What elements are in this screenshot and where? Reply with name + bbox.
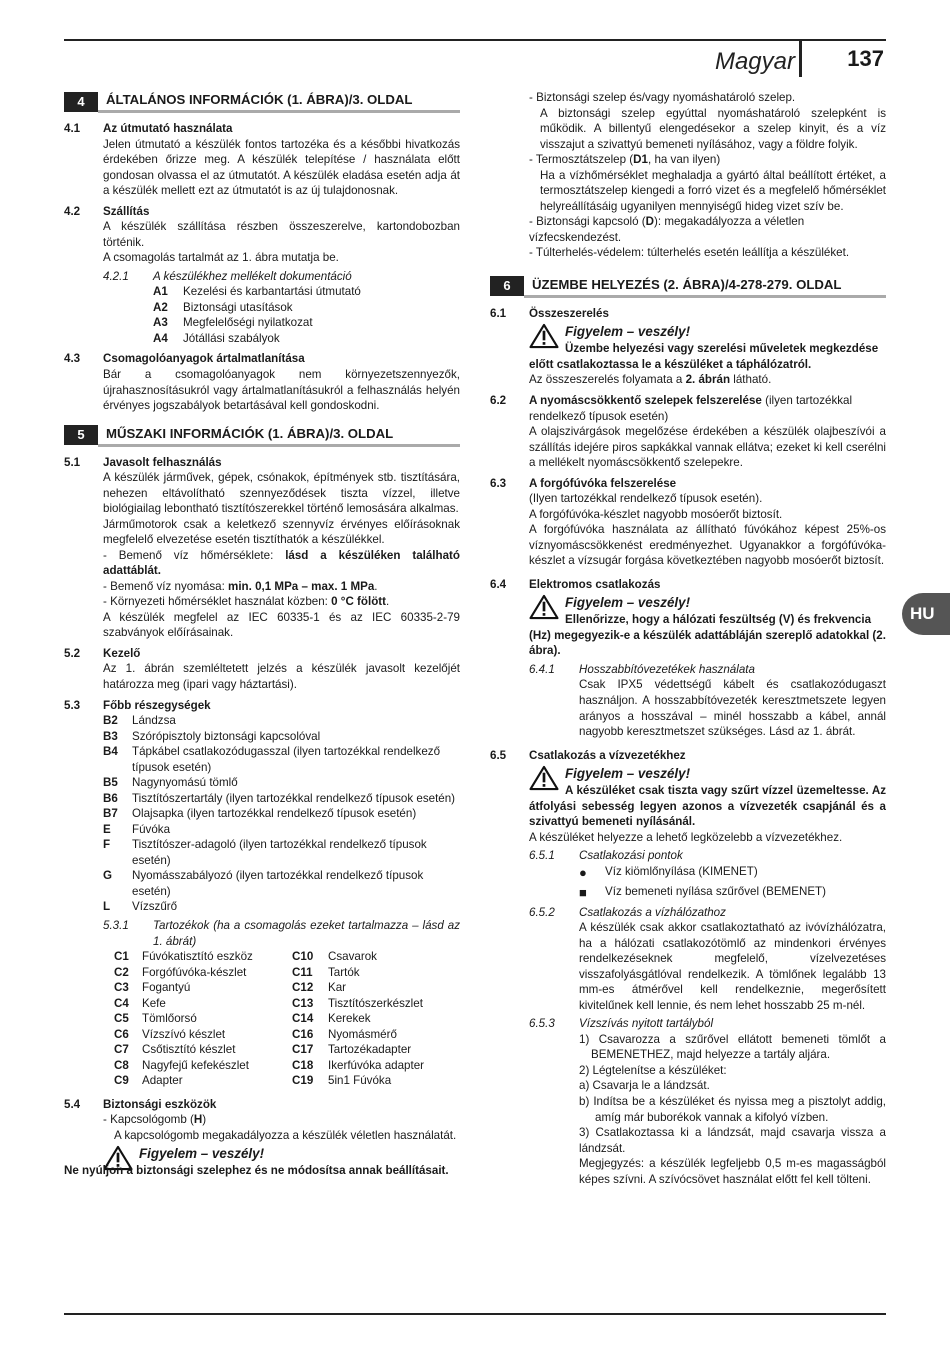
paragraph: A készüléket helyezze a lehető legközelebb a vízvezetékhez. [529, 830, 843, 844]
paragraph: A készülék járművek, gépek, csónakok, építmények stb. tisztítására, nehezen eltávolítható szennyeződések tiszta vízzel, illetve biológiailag lebontható tisztítószerekkel történő lemosására alkalmas. [103, 471, 460, 516]
list-item: B5 Nagynyomású tömlő [103, 776, 238, 790]
warning-icon [529, 323, 559, 349]
list-item: F Tisztítószer-adagoló (ilyen tartozékkal rendelkező típusok esetén) [103, 838, 427, 867]
right-column [490, 90, 886, 1187]
square-bullet-icon: ■ [579, 885, 587, 901]
list-item: B4 Tápkábel csatlakozódugasszal (ilyen tartozékkal rendelkező típusok esetén) [103, 745, 441, 774]
section-title: MŰSZAKI INFORMÁCIÓK (1. ÁBRA)/3. OLDAL [98, 424, 460, 447]
subsection-heading: 5.1 Javasolt felhasználás [64, 455, 222, 469]
subsection-heading: 6.5 Csatlakozás a vízvezetékhez [490, 748, 686, 762]
warning-text: Ne nyúljon a biztonsági szelephez és ne módosítsa annak beállításait. [64, 1164, 449, 1178]
warning-box [529, 594, 886, 659]
list-item: B3 Szórópisztoly biztonsági kapcsolóval [103, 729, 321, 743]
warning-text: Ellenőrizze, hogy a hálózati feszültség (V) és frekvencia (Hz) megegyezik-e a készülék adattábláján szereplő adatokkal (2. ábra). [529, 613, 886, 658]
sub-subsection-heading: 5.3.1 Tartozékok (ha a csomagolás ezeket tartalmazza – lásd az 1. ábrát) [103, 918, 460, 948]
safety-item: - Kapcsológomb (H) [103, 1113, 207, 1127]
warning-title: Figyelem – veszély! [565, 595, 691, 611]
paragraph: Jelen útmutató a készülék fontos tartozéka és a későbbi hivatkozás érdekében őrizze meg. A készülék telepítése / használata előtt gondosan olvassa el az útmutatót. A készülék eladása esetén adja át a készülék mellett ezt az útmutatót is az új tulajdonosnak. [103, 137, 460, 198]
section-number: 4 [64, 92, 98, 112]
section-number: 6 [490, 276, 524, 296]
list-item: a) Csavarja le a lándzsát. [579, 1079, 710, 1093]
sub-subsection-heading: 6.5.3 Vízszívás nyitott tartályból [529, 1017, 714, 1031]
page-number: 137 [847, 46, 884, 71]
list-item: A3 Megfelelőségi nyilatkozat [153, 316, 313, 330]
paragraph: A készülék csak akkor csatlakoztatható az ivóvízhálózatra, ha a hálózati csatlakozótömlő az mindenkori érvényes rendelkezéseknek megfelelő, vízelvezetéses visszafolyásgátlóval rendelkezik. A tömlőnek legalább 13 mm-es átmérővel kell rendelkeznie, megerősített kivitelűnek kell lennie, és nem lehet hosszabb 25 m-nél. [579, 921, 886, 1012]
list-item: B7 Olajsapka (ilyen tartozékkal rendelkező típusok esetén) [103, 807, 417, 821]
warning-title: Figyelem – veszély! [565, 766, 691, 782]
warning-text: Üzembe helyezési vagy szerelési műveletek megkezdése előtt csatlakoztassa le a készüléket a táphálózatról. [529, 342, 879, 371]
paragraph: Ha a vízhőmérséklet meghaladja a gyártó által beállított értéket, a termosztátszelep kiengedi a forró vizet és a megfelelő hőmérséklet helyreállításáig ugyanilyen mennyiségű hideg vizet szív be. [540, 168, 886, 213]
subsection-heading: 5.2 Kezelő [64, 646, 141, 660]
subsection-heading: 6.4 Elektromos csatlakozás [490, 577, 661, 591]
spec-line: - Környezeti hőmérséklet használat közben: 0 °C fölött. [103, 595, 390, 609]
paragraph: (Ilyen tartozékkal rendelkező típusok esetén). [529, 492, 763, 506]
subsection-heading: 6.2 A nyomáscsökkentő szelepek felszerelése (ilyen tartozékkal rendelkező típusok esetén) [490, 393, 853, 423]
paragraph: A biztonsági szelep egyúttal nyomáshatároló szelepként is működik. A billentyű elengedésekor a szelep kinyit, és a víz visszajut a szivattyú bemeneti nyílásához, vagy a földre folyik. [540, 106, 886, 151]
subsection-heading: 6.3 A forgófúvóka felszerelése [490, 476, 677, 490]
paragraph: - Biztonsági szelep és/vagy nyomáshatároló szelep. [529, 91, 796, 104]
subsection-heading: 4.3 Csomagolóanyagok ártalmatlanítása [64, 352, 305, 366]
subsection-heading: 4.2 Szállítás [64, 204, 150, 218]
sub-subsection-heading: 6.5.1 Csatlakozási pontok [529, 849, 683, 863]
list-item: 2) Légtelenítse a készüléket: [579, 1063, 727, 1077]
sub-subsection-heading: 6.5.2 Csatlakozás a vízhálózathoz [529, 905, 726, 919]
sub-subsection-heading: 6.4.1 Hosszabbítóvezetékek használata [529, 662, 755, 676]
subsection-heading: 6.1 Összeszerelés [490, 306, 609, 320]
header-divider [799, 40, 802, 77]
parts-list [103, 713, 460, 915]
paragraph: A olajszivárgások megelőzése érdekében a készülék olajbeszívói a szállítás idejére piros sapkákkal vannak ellátva; ezeket ki kell cserélni a mellékelt nyomáscsökkentő szelepekre. [529, 425, 886, 470]
list-item: A2 Biztonsági utasítások [153, 300, 293, 314]
paragraph: Csak IPX5 védettségű kábelt és csatlakozódugaszt használjon. A hosszabbítóvezeték keresztmetszete legyen arányos a hosszával – minél hosszabb a kábel, annál nagyobb keresztmetszet szükséges. Lásd az 1. ábrát. [579, 678, 886, 739]
list-item: ■ Víz bemeneti nyílása szűrővel (BEMENET) [579, 885, 827, 901]
paragraph: A forgófúvóka használata az állítható fúvókához képest 25%-os víznyomáscsökkenést eredményezhet. Ugyanakkor a forgófúvóka-készlet a vízsugár forgása következtében nagyobb mosóerőt biztosít. [529, 523, 886, 568]
list-item: 1) Csavarozza a szűrővel ellátott bemeneti tömlőt a BEMENETHEZ, majd helyezze a tartály aljára. [579, 1032, 886, 1062]
warning-icon [529, 594, 559, 620]
paragraph: - Biztonsági kapcsoló (D): megakadályozza a véletlen vízfecskendezést. [529, 215, 805, 244]
header-language: Magyar [714, 48, 795, 75]
safety-continued [529, 90, 886, 261]
note: Megjegyzés: a készülék legfeljebb 0,5 m-es magasságból képes szívni. A szívócsövet használat előtt fel kell tölteni. [579, 1157, 886, 1186]
spec-line: - Bemenő víz hőmérséklete: lásd a készüléken található adattáblát. [103, 548, 461, 578]
warning-box [529, 323, 886, 372]
circle-bullet-icon: ● [579, 864, 587, 880]
list-item: B2 Lándzsa [103, 714, 176, 728]
section-title: ÜZEMBE HELYEZÉS (2. ÁBRA)/4-278-279. OLDAL [524, 275, 886, 298]
paragraph: A csomagolás tartalmát az 1. ábra mutatja be. [103, 251, 339, 265]
bottom-rule [64, 1313, 886, 1315]
paragraph: A készülék szállítása részben összeszerelve, kartondobozban történik. [103, 220, 460, 249]
list-item: L Vízszűrő [103, 900, 178, 914]
warning-text: A készüléket csak tiszta vagy szűrt vízzel üzemeltesse. Az átfolyási sebesség legyen azonos a vízvezeték csapjánál és a szivattyú bemeneti nyílásánál. [529, 784, 886, 829]
accessories-list: C1 Fúvókatisztító eszköz C10 Csavarok C2 Forgófúvóka-készlet C11 Tartók C3 Fogantyú C12 Kar C4 Kefe C13 Tisztítószerkészlet C5 Tömlőorsó C14 Kerekek C6 Vízszívó készlet C16 Nyomásmérő C7 Csőtisztító készlet C17 Tartozékadapter C8 Nagyfejű kefekészlet C18 Ikerfúvóka adapter C9 Adapter C19 5in1 Fúvóka [114, 950, 425, 1088]
paragraph: A forgófúvóka-készlet nagyobb mosóerőt biztosít. [529, 507, 783, 521]
section-6-heading [490, 275, 886, 298]
spec-line: - Bemenő víz nyomása: min. 0,1 MPa – max. 1 MPa. [103, 579, 378, 593]
paragraph: A készülék megfelel az IEC 60335-1 és az IEC 60335-2-79 szabványok előírásainak. [103, 610, 460, 640]
warning-box [529, 765, 886, 830]
paragraph: Bár a csomagolóanyagok nem környezetszennyezők, újrahasznosításukról vagy ártalmatlanításukról a felhasználás helyén érvényes jogszabályok betartásával kell gondoskodni. [103, 367, 460, 413]
warning-box [64, 1145, 460, 1178]
subsection-heading: 5.4 Biztonsági eszközök [64, 1097, 217, 1111]
instructions [579, 1032, 886, 1187]
list-item: E Fúvóka [103, 822, 171, 836]
list-item: b) Indítsa be a készüléket és nyissa meg a pisztolyt addig, amíg már buborékok vannak a kifolyó vízben. [579, 1094, 886, 1124]
warning-title: Figyelem – veszély! [139, 1146, 265, 1162]
list-item: ● Víz kiömlőnyílása (KIMENET) [579, 864, 758, 880]
paragraph: Járműmotorok csak a keletkező szennyvíz érvényes előírásoknak megfelelő elvezetése esetén tisztíthatók a készülékkel. [103, 517, 460, 547]
section-5-heading [64, 424, 460, 447]
paragraph: Az összeszerelés folyamata a 2. ábrán látható. [529, 373, 772, 387]
top-rule [64, 39, 886, 41]
language-tab: HU [902, 593, 950, 635]
warning-icon [529, 765, 559, 791]
list-item: G Nyomásszabályozó (ilyen tartozékkal rendelkező típusok esetén) [103, 869, 424, 898]
list-item: A1 Kezelési és karbantartási útmutató [153, 285, 361, 299]
paragraph: - Túlterhelés-védelem: túlterhelés esetén leállítja a készüléket. [529, 246, 850, 260]
documentation-list [153, 284, 460, 346]
list-item: A4 Jótállási szabályok [153, 331, 280, 345]
section-4-heading [64, 90, 460, 113]
left-column [64, 90, 460, 1179]
list-item: B6 Tisztítószertartály (ilyen tartozékkal rendelkező típusok esetén) [103, 791, 456, 805]
paragraph: - Termosztátszelep (D1, ha van ilyen) [529, 153, 721, 167]
warning-title: Figyelem – veszély! [565, 324, 691, 340]
list-item: 3) Csatlakoztassa ki a lándzsát, majd csavarja vissza a lándzsát. [579, 1126, 886, 1155]
subsection-heading: 5.3 Főbb részegységek [64, 698, 211, 712]
sub-subsection-heading: 4.2.1 A készülékhez mellékelt dokumentáció [103, 269, 352, 283]
section-title: ÁLTALÁNOS INFORMÁCIÓK (1. ÁBRA)/3. OLDAL [98, 90, 460, 113]
paragraph: Az 1. ábrán szemléltetett jelzés a készülék javasolt kezelőjét határozza meg (ipari vagy háztartási). [103, 662, 460, 691]
subsection-heading: 4.1 Az útmutató használata [64, 122, 233, 135]
section-number: 5 [64, 425, 98, 445]
paragraph: A kapcsológomb megakadályozza a készülék véletlen használatát. [114, 1128, 457, 1142]
